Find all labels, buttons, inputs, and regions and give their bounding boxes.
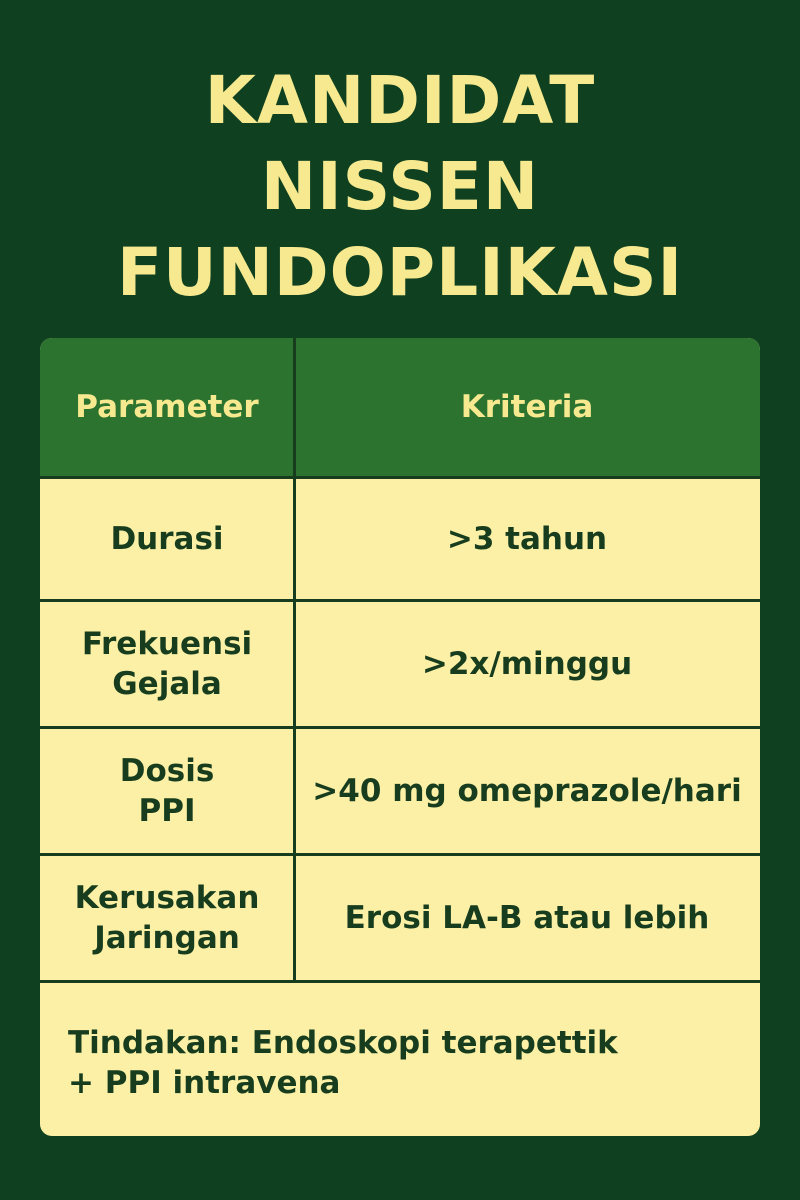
table-row <box>40 729 760 853</box>
row-divider <box>40 599 760 602</box>
table-row <box>40 479 760 599</box>
parameter-text-line-1: Dosis <box>119 753 215 789</box>
parameter-cell <box>40 479 294 599</box>
row-divider <box>40 476 760 479</box>
table-row <box>40 602 760 726</box>
kriteria-cell: >40 mg omeprazole/hari <box>312 773 742 809</box>
table-header-row <box>40 338 760 476</box>
header-kriteria: Kriteria <box>460 389 594 425</box>
parameter-text: Durasi <box>110 521 224 557</box>
parameter-cell <box>40 729 294 853</box>
title-line-3: FUNDOPLIKASI <box>116 234 684 311</box>
title-line-2: NISSEN <box>260 148 540 225</box>
row-divider <box>40 726 760 729</box>
action-note-line-2: + PPI intravena <box>68 1065 341 1101</box>
parameter-text-line-2: PPI <box>138 793 196 829</box>
table-row <box>40 856 760 980</box>
kriteria-cell: >3 tahun <box>446 521 608 557</box>
parameter-text-line-1: Kerusakan <box>74 880 260 916</box>
header-parameter: Parameter <box>75 389 259 425</box>
kriteria-cell: >2x/minggu <box>421 646 633 682</box>
parameter-text-line-1: Frekuensi <box>81 626 253 662</box>
row-divider <box>40 853 760 856</box>
criteria-table <box>40 338 760 1136</box>
parameter-text-line-2: Jaringan <box>94 920 240 956</box>
parameter-cell <box>40 602 294 726</box>
column-divider <box>293 338 296 980</box>
page-title <box>0 58 800 316</box>
parameter-cell <box>40 856 294 980</box>
action-note-line-1: Tindakan: Endoskopi terapettik <box>68 1025 618 1061</box>
title-line-1: KANDIDAT <box>204 62 596 139</box>
parameter-text-line-2: Gejala <box>112 666 222 702</box>
action-note <box>40 983 760 1136</box>
kriteria-cell: Erosi LA-B atau lebih <box>344 900 710 936</box>
